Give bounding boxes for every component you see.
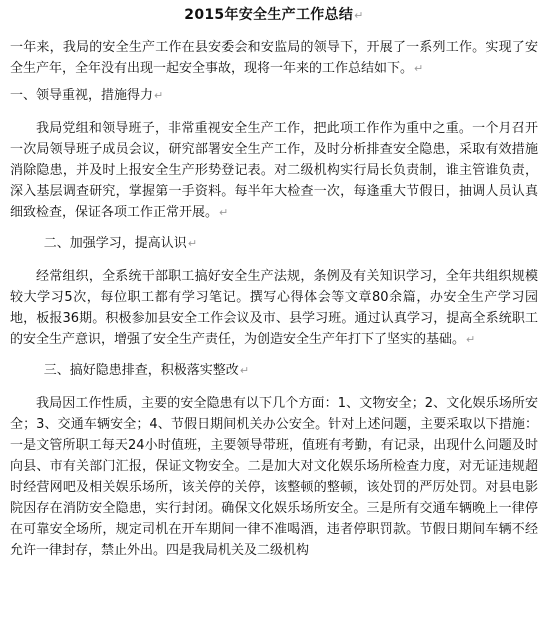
section-2-heading — [10, 233, 538, 254]
intro-text: 一年来，我局的安全生产工作在县安委会和安监局的领导下，开展了一系列工作。实现了安全生产年，全年没有出现一起安全事故，现将一年来的工作总结如下。 — [10, 40, 538, 76]
section-3-body-text: 我局因工作性质，主要的安全隐患有以下几个方面：1、文物安全；2、文化娱乐场所安全；3、交通车辆安全；4、节假日期间机关办公安全。针对上述问题，主要采取以下措施：一是文管所职工每天24小时值班，主要领导带班，值班有考勤，有记录，出现什么问题及时向县、市有关部门汇报，保证文物安全。二是加大对文化娱乐场所检查力度，对无证违规超时经营网吧及相关娱乐场所，该关停的关停，该整顿的整顿，该处罚的严厉处罚。对县电影院因存在消防安全隐患，实行封闭。确保文化娱乐场所安全。三是所有交通车辆晚上一律停在可靠安全场所，规定司机在开车期间一律不准喝酒，违者停职罚款。节假日期间车辆不经允许一律封存，禁止外出。四是我局机关及二级机构 — [10, 396, 538, 558]
section-3-body — [10, 393, 538, 561]
paragraph-mark-icon: ↵ — [219, 206, 229, 219]
paragraph-mark-icon: ↵ — [239, 364, 250, 377]
document-title-text: 2015年安全生产工作总结 — [184, 7, 354, 23]
paragraph-mark-icon: ↵ — [414, 62, 424, 75]
intro-paragraph — [10, 37, 538, 79]
paragraph-mark-icon: ↵ — [466, 333, 476, 346]
section-1-heading-text: 一、领导重视，措施得力 — [10, 88, 154, 103]
paragraph-mark-icon: ↵ — [187, 237, 198, 250]
document-title — [10, 6, 538, 25]
section-1-heading — [10, 85, 538, 106]
section-2-body — [10, 266, 538, 350]
section-3-heading-text: 三、搞好隐患排查，积极落实整改 — [43, 363, 239, 378]
section-2-body-text: 经常组织，全系统干部职工搞好安全生产法规，条例及有关知识学习，全年共组织规模较大学习5次，每位职工都有学习笔记。撰写心得体会等文章80余篇，办安全生产学习园地，板报36期。积极参加县安全工作会议及市、县学习班。通过认真学习，提高全系统职工的安全生产意识，增强了安全生产责任，为创造安全生产年打下了坚实的基础。 — [10, 269, 538, 347]
section-3-heading — [10, 360, 538, 381]
paragraph-mark-icon: ↵ — [354, 9, 364, 22]
section-2-heading-text: 二、加强学习，提高认识 — [43, 236, 187, 251]
paragraph-mark-icon: ↵ — [154, 89, 164, 102]
section-1-body-text: 我局党组和领导班子，非常重视安全生产工作，把此项工作作为重中之重。一个月召开一次局领导班子成员会议，研究部署安全生产工作，及时分析排查安全隐患，采取有效措施消除隐患，并及时上报安全生产形势登记表。对二级机构实行局长负责制，谁主管谁负责，深入基层调查研究，掌握第一手资料。每半年大检查一次，每逢重大节假日，抽调人员认真细致检查，保证各项工作正常开展。 — [10, 121, 538, 220]
section-1-body — [10, 118, 538, 223]
